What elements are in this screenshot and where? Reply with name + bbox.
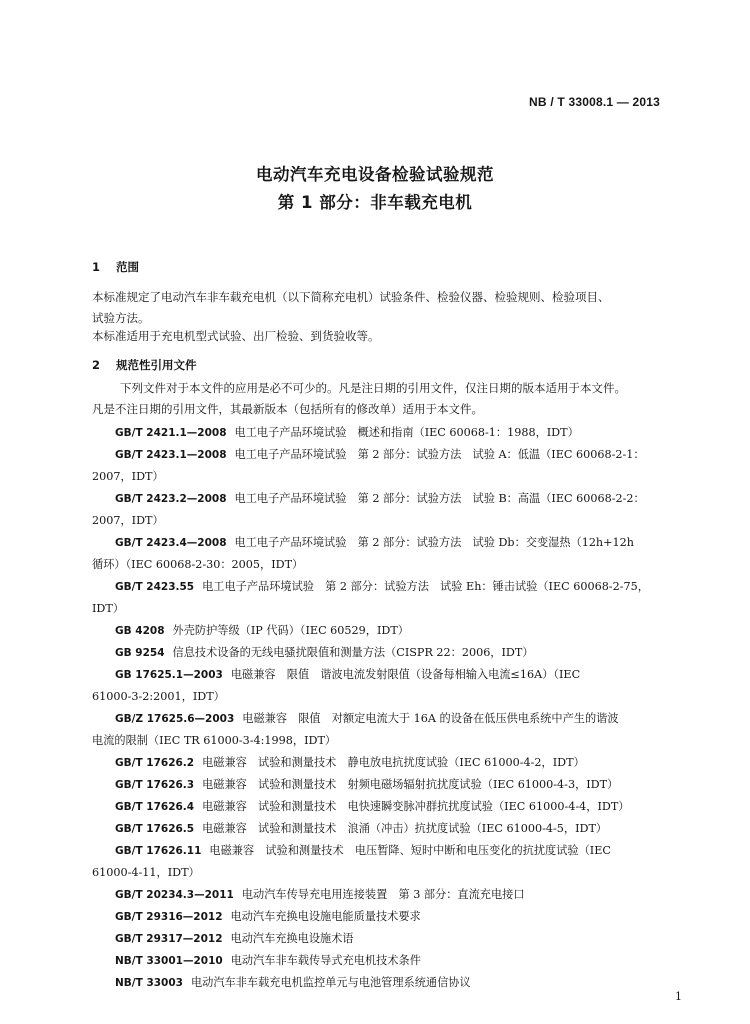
section1-para2-line: 本标准适用于充电机型式试验、出厂检验、到货验收等。 <box>92 329 380 343</box>
section2-intro <box>92 378 690 420</box>
section2-number: 2 <box>92 358 101 372</box>
reference-code: GB/T 17626.11 <box>115 845 202 857</box>
section1-paragraph1 <box>92 287 690 329</box>
reference-continuation: 61000-4-11，IDT） <box>92 866 200 879</box>
reference-title: 电工电子产品环境试验 第 2 部分：试验方法 试验 B：高温（IEC 60068-2-2： <box>234 492 645 505</box>
reference-code: NB/T 33001—2010 <box>115 955 223 967</box>
reference-code: GB/T 2421.1—2008 <box>115 427 227 439</box>
reference-title: 电磁兼容 试验和测量技术 射频电磁场辐射抗扰度试验（IEC 61000-4-3，IDT） <box>202 778 619 791</box>
section1-para1-line2: 试验方法。 <box>92 311 150 325</box>
reference-continuation: 电流的限制（IEC TR 61000-3-4:1998，IDT） <box>92 734 337 747</box>
reference-title: 电工电子产品环境试验 第 2 部分：试验方法 试验 A：低温（IEC 60068-2-1： <box>234 448 645 461</box>
standard-code: NB / T 33008.1 — 2013 <box>529 95 660 109</box>
section1-heading <box>92 259 139 275</box>
reference-item <box>92 796 696 818</box>
reference-item <box>92 840 696 884</box>
reference-title: 电磁兼容 试验和测量技术 电快速瞬变脉冲群抗扰度试验（IEC 61000-4-4，IDT） <box>202 800 630 813</box>
reference-code: GB 9254 <box>115 647 165 659</box>
reference-title: 电动汽车非车载充电机监控单元与电池管理系统通信协议 <box>190 976 471 989</box>
reference-code: GB/T 20234.3—2011 <box>115 889 234 901</box>
reference-continuation: 2007，IDT） <box>92 470 164 483</box>
reference-code: GB/T 29317—2012 <box>115 933 223 945</box>
reference-item <box>92 708 696 752</box>
reference-item <box>92 642 696 664</box>
reference-item <box>92 576 696 620</box>
reference-item <box>92 488 696 532</box>
document-title-line1: 电动汽车充电设备检验试验规范 <box>256 165 494 184</box>
reference-code: GB/T 17626.5 <box>115 823 195 835</box>
reference-title: 电工电子产品环境试验 概述和指南（IEC 60068-1：1988，IDT） <box>234 426 579 439</box>
reference-item <box>92 774 696 796</box>
section2-intro-line2: 凡是不注日期的引用文件，其最新版本（包括所有的修改单）适用于本文件。 <box>92 402 483 416</box>
reference-continuation: 循环）（IEC 60068-2-30：2005，IDT） <box>92 558 304 571</box>
reference-title: 电动汽车传导充电用连接装置 第 3 部分：直流充电接口 <box>241 888 525 901</box>
reference-item <box>92 422 696 444</box>
reference-title: 电动汽车非车载传导式充电机技术条件 <box>230 954 421 967</box>
section1-para1-line1: 本标准规定了电动汽车非车载充电机（以下简称充电机）试验条件、检验仪器、检验规则、检验项目、 <box>92 290 610 304</box>
reference-continuation: 2007，IDT） <box>92 514 164 527</box>
reference-title: 电工电子产品环境试验 第 2 部分：试验方法 试验 Eh：锤击试验（IEC 60068-2-75， <box>202 580 649 593</box>
reference-item <box>92 950 696 972</box>
reference-item <box>92 928 696 950</box>
reference-title: 电工电子产品环境试验 第 2 部分：试验方法 试验 Db：交变湿热（12h+12h <box>234 536 634 549</box>
reference-continuation: 61000-3-2:2001，IDT） <box>92 690 225 703</box>
reference-code: GB/T 2423.55 <box>115 581 195 593</box>
reference-code: GB/T 17626.4 <box>115 801 195 813</box>
reference-item <box>92 906 696 928</box>
reference-item <box>92 884 696 906</box>
section1-title: 范围 <box>116 260 139 274</box>
reference-title: 外壳防护等级（IP 代码）（IEC 60529，IDT） <box>172 624 409 637</box>
reference-item <box>92 972 696 994</box>
reference-title: 电磁兼容 限值 对额定电流大于 16A 的设备在低压供电系统中产生的谐波 <box>242 712 619 725</box>
reference-title: 电动汽车充换电设施电能质量技术要求 <box>230 910 421 923</box>
section1-paragraph2 <box>92 326 690 347</box>
reference-title: 电磁兼容 试验和测量技术 电压暂降、短时中断和电压变化的抗扰度试验（IEC <box>209 844 611 857</box>
section2-intro-line1: 下列文件对于本文件的应用是必不可少的。凡是注日期的引用文件，仅注日期的版本适用于本文件。 <box>120 381 626 395</box>
reference-list <box>92 422 696 994</box>
reference-code: NB/T 33003 <box>115 977 183 989</box>
reference-item <box>92 444 696 488</box>
reference-item <box>92 664 696 708</box>
document-title-line2: 第 1 部分：非车载充电机 <box>277 193 473 212</box>
reference-code: GB/T 2423.1—2008 <box>115 449 227 461</box>
reference-continuation: IDT） <box>92 602 125 615</box>
reference-title: 电磁兼容 试验和测量技术 静电放电抗扰度试验（IEC 61000-4-2，IDT） <box>202 756 585 769</box>
section2-title: 规范性引用文件 <box>116 358 197 372</box>
reference-code: GB/T 2423.2—2008 <box>115 493 227 505</box>
reference-code: GB 4208 <box>115 625 165 637</box>
reference-code: GB/T 29316—2012 <box>115 911 223 923</box>
reference-code: GB/T 17626.2 <box>115 757 195 769</box>
reference-title: 电磁兼容 试验和测量技术 浪涌（冲击）抗扰度试验（IEC 61000-4-5，IDT） <box>202 822 608 835</box>
reference-item <box>92 620 696 642</box>
reference-title: 信息技术设备的无线电骚扰限值和测量方法（CISPR 22：2006，IDT） <box>172 646 534 659</box>
reference-code: GB 17625.1—2003 <box>115 669 223 681</box>
reference-code: GB/T 2423.4—2008 <box>115 537 227 549</box>
reference-title: 电磁兼容 限值 谐波电流发射限值（设备每相输入电流≤16A）（IEC <box>230 668 581 681</box>
reference-item <box>92 752 696 774</box>
reference-item <box>92 818 696 840</box>
reference-code: GB/T 17626.3 <box>115 779 195 791</box>
reference-title: 电动汽车充换电设施术语 <box>230 932 354 945</box>
section1-number: 1 <box>92 260 101 274</box>
section2-heading <box>92 357 197 373</box>
reference-code: GB/Z 17625.6—2003 <box>115 713 235 725</box>
page-number: 1 <box>675 990 682 1003</box>
reference-item <box>92 532 696 576</box>
